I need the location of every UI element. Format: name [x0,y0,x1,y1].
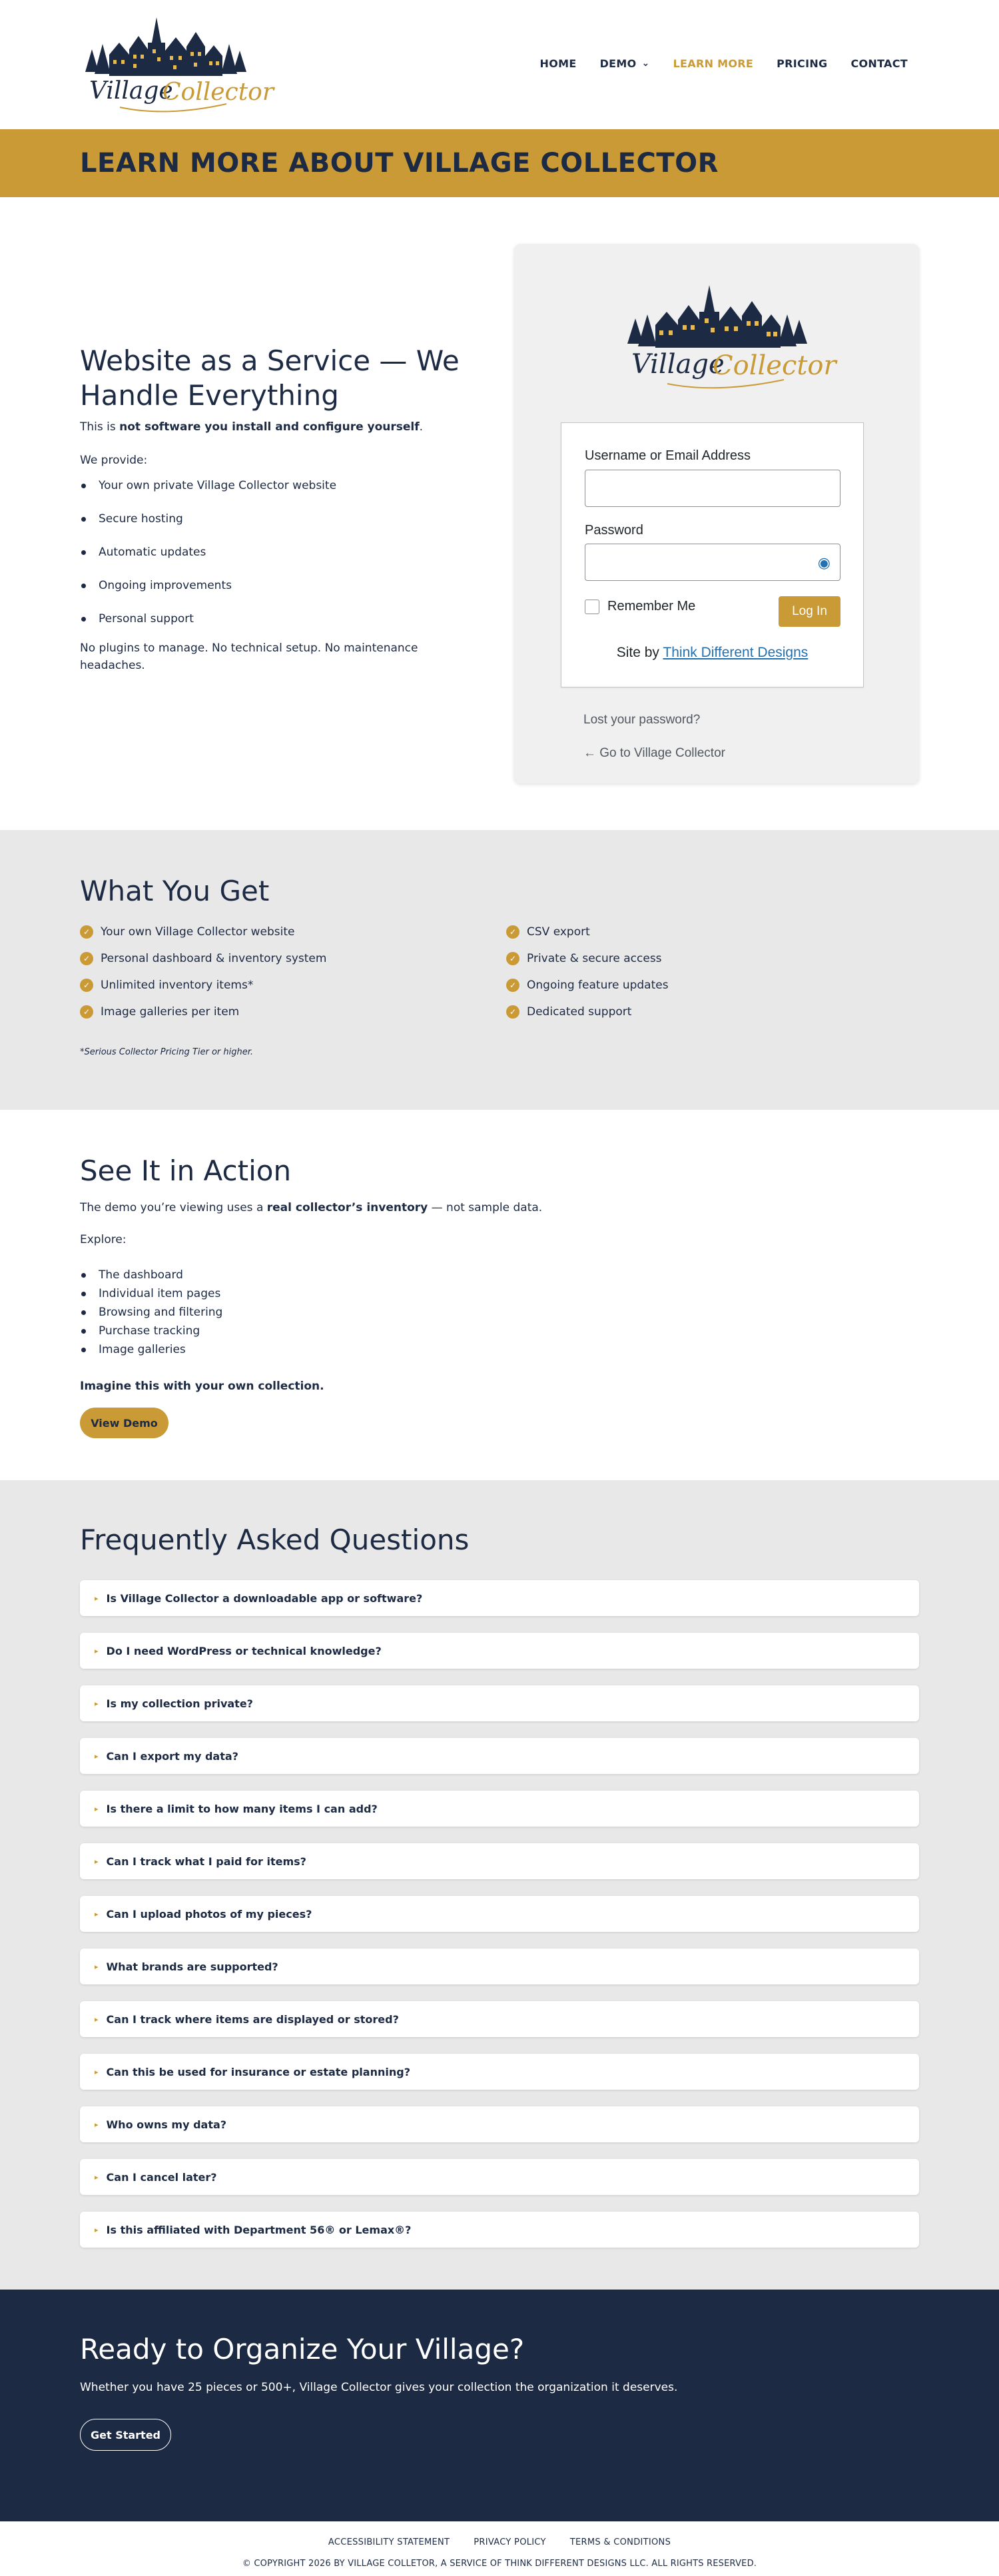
site-by-line [561,645,863,661]
faq-list [80,1580,919,2264]
back-to-site-link[interactable]: ← Go to Village Collector [583,746,725,760]
faq-question: Can I cancel later? [106,2170,217,2184]
feature-item [80,972,326,999]
see-it-in-action-section [0,1110,999,1480]
faq-item[interactable] [80,1633,919,1669]
nav-pricing-label: PRICING [777,57,828,70]
cta-heading: Ready to Organize Your Village? [80,2333,525,2365]
caret-right-icon: ▸ [95,1804,99,1813]
nav-demo[interactable] [600,57,650,70]
faq-item[interactable] [80,2054,919,2090]
feature-label: Your own Village Collector website [101,925,295,939]
svg-text:Village: Village [89,77,173,105]
imagine-text: Imagine this with your own collection. [80,1380,324,1393]
faq-question: Can this be used for insurance or estate planning? [106,2065,410,2078]
remember-me-label: Remember Me [607,599,696,614]
action-intro-bold: real collector’s inventory [266,1201,428,1214]
caret-right-icon: ▸ [95,1593,99,1603]
privacy-link[interactable]: PRIVACY POLICY [474,2537,546,2547]
login-form [561,422,864,687]
caret-right-icon: ▸ [95,2225,99,2234]
feature-item [506,999,669,1025]
check-icon: ✓ [506,952,519,965]
cta-text: Whether you have 25 pieces or 500+, Village Collector gives your collection the organization it deserves. [80,2381,678,2394]
intro-section [0,197,999,830]
faq-item[interactable] [80,1791,919,1827]
footnote: *Serious Collector Pricing Tier or higher. [80,1047,253,1057]
faq-question: Can I track where items are displayed or stored? [106,2012,399,2026]
nav-home-label: HOME [539,57,577,70]
caret-right-icon: ▸ [95,1751,99,1761]
nav-pricing[interactable] [777,57,827,70]
password-field[interactable] [585,544,840,581]
faq-item[interactable] [80,1580,919,1616]
features-right [506,919,669,1025]
check-icon: ✓ [506,925,519,939]
intro-heading: Website as a Service — We Handle Everything [80,344,460,412]
faq-question: Is there a limit to how many items I can add? [106,1802,378,1815]
view-demo-button[interactable]: View Demo [80,1408,168,1438]
nav-contact-label: CONTACT [850,57,908,70]
faq-item[interactable] [80,2159,919,2195]
intro-lead [80,418,480,436]
caret-right-icon: ▸ [95,1857,99,1866]
feature-label: Dedicated support [527,1005,632,1019]
faq-item[interactable] [80,2106,919,2142]
faq-question: Is my collection private? [106,1697,253,1710]
feature-item [80,945,326,972]
feature-label: Image galleries per item [101,1005,240,1019]
page-title: LEARN MORE ABOUT VILLAGE COLLECTOR [80,148,719,179]
list-item: Image galleries [80,1340,222,1359]
faq-question: Who owns my data? [106,2118,227,2131]
faq-item[interactable] [80,1843,919,1879]
action-intro [80,1199,542,1216]
list-item: Browsing and filtering [80,1303,222,1322]
login-button[interactable]: Log In [779,596,840,627]
list-item: Your own private Village Collector website [80,477,480,494]
caret-right-icon: ▸ [95,2172,99,2182]
nav-learn-more[interactable] [673,57,754,70]
feature-item [80,919,326,945]
explore-label: Explore: [80,1233,127,1246]
action-heading: See It in Action [80,1154,292,1187]
faq-item[interactable] [80,2001,919,2037]
check-icon: ✓ [506,979,519,992]
intro-lead-post: . [419,420,424,434]
features-left [80,919,326,1025]
village-collector-logo [621,277,836,394]
intro-content [80,344,480,674]
list-item: Secure hosting [80,510,480,528]
caret-right-icon: ▸ [95,1909,99,1919]
password-label: Password [585,523,643,538]
show-password-icon[interactable]: ◉ [817,555,831,572]
caret-right-icon: ▸ [95,2014,99,2024]
username-field[interactable] [585,470,840,507]
caret-right-icon: ▸ [95,1962,99,1971]
provide-label: We provide: [80,454,148,467]
explore-list [80,1266,222,1359]
site-by-text: Site by [616,645,663,660]
intro-lead-pre: This is [80,420,120,434]
check-icon: ✓ [80,952,93,965]
feature-label: Private & secure access [527,952,662,965]
lost-password-link[interactable]: Lost your password? [583,713,701,727]
check-icon: ✓ [80,979,93,992]
feature-label: CSV export [527,925,590,939]
check-icon: ✓ [80,1005,93,1019]
list-item: Personal support [80,610,480,628]
caret-right-icon: ▸ [95,2120,99,2129]
feature-label: Personal dashboard & inventory system [101,952,327,965]
nav-demo-label: DEMO [599,57,637,70]
list-item: The dashboard [80,1266,222,1284]
chevron-down-icon: ⌄ [641,57,650,69]
faq-question: Can I track what I paid for items? [106,1855,306,1868]
village-collector-logo[interactable] [80,11,274,117]
faq-question: Can I upload photos of my pieces? [106,1907,312,1921]
list-item: Ongoing improvements [80,577,480,594]
feature-label: Unlimited inventory items* [101,979,254,992]
action-intro-pre: The demo you’re viewing uses a [80,1201,267,1214]
remember-me-checkbox[interactable] [585,600,599,614]
check-icon: ✓ [506,1005,519,1019]
feature-item [506,919,669,945]
faq-item[interactable] [80,2212,919,2248]
remember-me [585,599,695,614]
faq-item[interactable] [80,1685,919,1721]
get-started-button[interactable]: Get Started [80,2419,171,2451]
faq-section [0,1480,999,2290]
accessibility-link[interactable]: ACCESSIBILITY STATEMENT [328,2537,450,2547]
faq-question: Is this affiliated with Department 56® or Lemax®? [106,2223,412,2236]
feature-item [80,999,326,1025]
username-label: Username or Email Address [585,448,751,463]
caret-right-icon: ▸ [95,2067,99,2076]
feature-item [506,945,669,972]
site-by-link[interactable]: Think Different Designs [663,645,809,660]
feature-item [506,972,669,999]
provide-list [80,477,480,628]
intro-closing: No plugins to manage. No technical setup. No maintenance headaches. [80,642,418,672]
list-item: Individual item pages [80,1284,222,1303]
nav-home[interactable] [540,57,577,70]
copyright: © COPYRIGHT 2026 BY VILLAGE COLLETOR, A SERVICE OF THINK DIFFERENT DESIGNS LLC. ALL RIGHTS RESERVED. [242,2559,757,2569]
faq-question: What brands are supported? [106,1960,278,1973]
footer-links [0,2537,999,2547]
terms-link[interactable]: TERMS & CONDITIONS [569,2537,671,2547]
faq-question: Can I export my data? [106,1749,238,1763]
caret-right-icon: ▸ [95,1646,99,1655]
faq-item[interactable] [80,1896,919,1932]
intro-lead-bold: not software you install and configure yourself [119,420,420,434]
faq-question: Do I need WordPress or technical knowledge? [106,1644,382,1657]
caret-right-icon: ▸ [95,1699,99,1708]
action-intro-post: — not sample data. [428,1201,543,1214]
faq-item[interactable] [80,1948,919,1984]
site-header [0,0,999,129]
cta-section [0,2290,999,2521]
faq-item[interactable] [80,1738,919,1774]
feature-label: Ongoing feature updates [527,979,669,992]
faq-question: Is Village Collector a downloadable app or software? [106,1591,423,1605]
nav-contact[interactable] [850,57,908,70]
site-footer [0,2521,999,2576]
login-card [514,244,919,783]
svg-text:Village: Village [631,349,725,380]
main-nav [517,57,908,70]
nav-learn-more-label: LEARN MORE [673,57,754,70]
check-icon: ✓ [80,925,93,939]
list-item: Purchase tracking [80,1322,222,1340]
list-item: Automatic updates [80,544,480,561]
what-you-get-heading: What You Get [80,875,270,907]
faq-heading: Frequently Asked Questions [80,1523,470,1556]
svg-text:Collector: Collector [163,79,274,106]
page-banner [0,129,999,197]
svg-text:Collector: Collector [713,350,836,381]
what-you-get-section [0,830,999,1110]
